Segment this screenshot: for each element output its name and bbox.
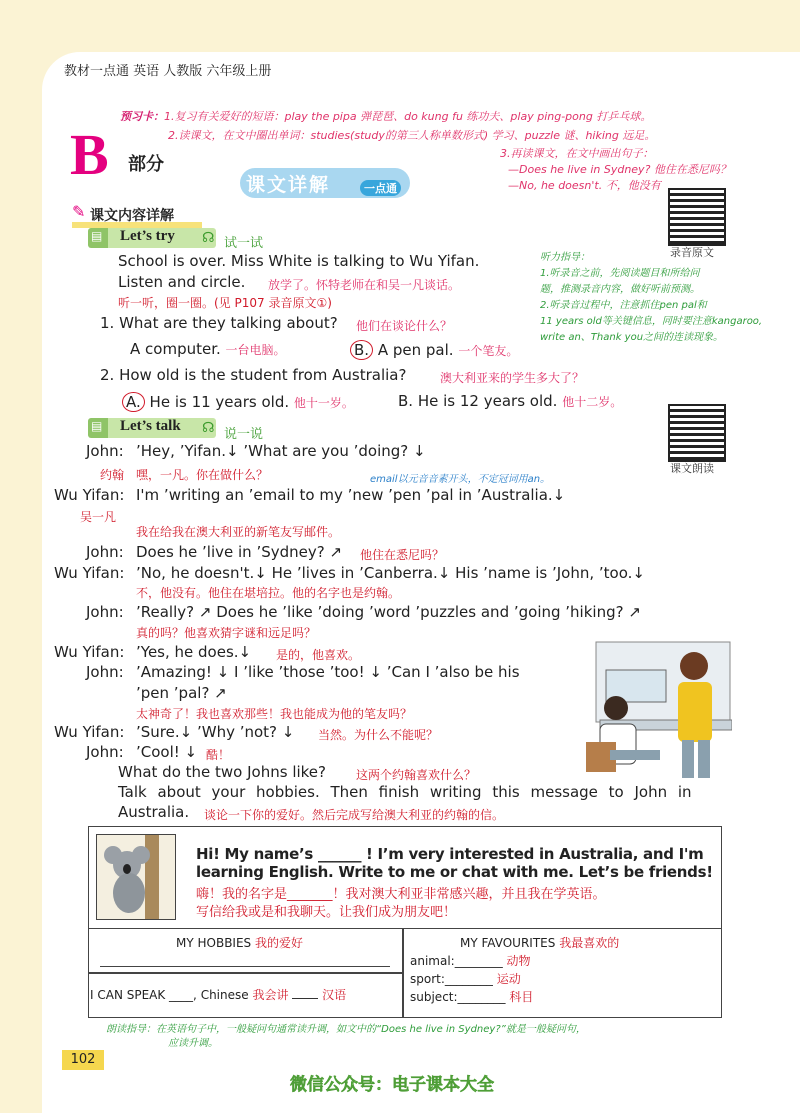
page-header: 教材一点通 英语 人教版 六年级上册: [64, 64, 272, 79]
fav-subject: subject:________ 科目: [410, 990, 534, 1004]
answer-circle: A.: [122, 392, 145, 412]
banner-title: 课文详解: [246, 174, 331, 196]
banner-sub: 一点通: [360, 180, 401, 196]
q1-option-b: B. A pen pal. 一个笔友。: [350, 340, 518, 360]
speaker-john-cn: 约翰: [100, 468, 125, 482]
dialogue-line-cn: 他住在悉尼吗？: [360, 548, 445, 562]
dialogue-line: Does he ’live in ’Sydney? ↗: [136, 543, 343, 561]
preview-line4: —Does he live in Sydney? 他住在悉尼吗？: [508, 163, 731, 176]
part-label: 部分: [128, 154, 164, 175]
speaker-wuyifan-cn: 吴一凡: [80, 510, 117, 524]
qr-code-reading[interactable]: [668, 404, 726, 462]
lets-try-cn: 试一试: [224, 236, 264, 251]
discussion-question: What do the two Johns like?: [118, 763, 327, 781]
page-number: 102: [62, 1050, 104, 1070]
dialogue-line-cn: 不，他没有。他住在堪培拉。他的名字也是约翰。: [136, 586, 401, 600]
message-cn2: 写信给我或是和我聊天。让我们成为朋友吧！: [196, 905, 457, 920]
headphone-icon: ☊: [202, 230, 215, 246]
section-title: 课文内容详解: [90, 208, 174, 224]
dialogue-line-cn: 嘿，一凡。你在做什么？: [136, 468, 269, 482]
book-icon: ▤: [91, 229, 103, 243]
speaker-john: John:: [86, 543, 124, 561]
speaker-wuyifan: Wu Yifan:: [54, 564, 125, 582]
q2-option-a: A. He is 11 years old. 他十一岁。: [122, 392, 354, 412]
discussion-question-cn: 这两个约翰喜欢什么？: [356, 768, 477, 782]
book-icon: ▤: [91, 419, 103, 433]
listen-note-line: 2.听录音过程中，注意抓住pen pal和: [540, 300, 707, 311]
try-line2: Listen and circle.: [118, 273, 246, 291]
koala-picture: [96, 834, 176, 920]
reading-note-line2: 应读升调。: [168, 1038, 218, 1049]
q1-option-a: A computer. 一台电脑。: [130, 340, 286, 358]
dialogue-line: ’Sure.↓ ’Why ’not? ↓: [136, 723, 295, 741]
qr-caption-reading: 课文朗读: [670, 462, 714, 475]
speaker-john: John:: [86, 663, 124, 681]
listen-note-title: 听力指导：: [540, 252, 590, 263]
speaker-john: John:: [86, 743, 124, 761]
dialogue-line-cn: 是的，他喜欢。: [276, 648, 361, 662]
watermark: 微信公众号：电子课本大全: [290, 1075, 494, 1095]
hobbies-heading: MY HOBBIES 我的爱好: [176, 936, 304, 950]
dialogue-line: ’pen ’pal? ↗: [136, 684, 227, 702]
listen-note-line: write an、Thank you之间的连读现象。: [540, 332, 724, 343]
listen-note-line: 11 years old等关键信息，同时要注意kangaroo,: [540, 316, 763, 327]
question-1-cn: 他们在谈论什么？: [356, 319, 453, 333]
dialogue-line: ’Really? ↗ Does he ’like ’doing ’word ’puzzles and ’going ’hiking? ↗: [136, 603, 641, 621]
dialogue-line-cn: 真的吗？他喜欢猜字谜和远足吗？: [136, 626, 317, 640]
question-2-cn: 澳大利亚来的学生多大了？: [440, 371, 585, 385]
try-line1: School is over. Miss White is talking to Wu Yifan.: [118, 252, 480, 270]
dialogue-line: ’No, he doesn't.↓ He ’lives in ’Canberra.↓ His ’name is ’John, ’too.↓: [136, 564, 645, 582]
qr-code-audio[interactable]: [668, 188, 726, 246]
dialogue-line-cn: 当然。为什么不能呢？: [318, 728, 439, 742]
try-line3: 听一听，圈一圈。(见 P107 录音原文①): [118, 296, 332, 310]
dialogue-line-cn: 太神奇了！我也喜欢那些！我也能成为他的笔友吗？: [136, 707, 413, 721]
dialogue-line: ’Yes, he does.↓: [136, 643, 252, 661]
speaker-wuyifan: Wu Yifan:: [54, 486, 125, 504]
koala-icon: [97, 835, 175, 919]
speaker-wuyifan: Wu Yifan:: [54, 723, 125, 741]
preview-line3: 3.再读课文，在文中画出句子：: [500, 147, 654, 160]
dialogue-line: I'm ’writing an ’email to my ’new ’pen ’pal in ’Australia.↓: [136, 486, 566, 504]
preview-line2: 2.读课文，在文中圈出单词：studies(study的第三人称单数形式) 学习、puzzle 谜、hiking 远足。: [168, 129, 656, 142]
illustration-two-boys-computer: [566, 632, 732, 782]
dialogue-line: ’Amazing! ↓ I ’like ’those ’too! ↓ ’Can I ’also be his: [136, 663, 520, 681]
speaker-john: John:: [86, 442, 124, 460]
speaker-wuyifan: Wu Yifan:: [54, 643, 125, 661]
favourites-heading: MY FAVOURITES 我最喜欢的: [460, 936, 620, 950]
preview-line5: —No, he doesn't. 不，他没有: [508, 179, 661, 192]
dialogue-line-cn: 我在给我在澳大利亚的新笔友写邮件。: [136, 525, 341, 539]
lets-talk-label: Let’s talk: [120, 418, 181, 434]
hobbies-answer-line[interactable]: [100, 966, 390, 967]
qr-caption-audio: 录音原文: [670, 246, 714, 259]
question-2: 2. How old is the student from Australia?: [100, 366, 407, 384]
try-line2-cn: 放学了。怀特老师在和吴一凡谈话。: [268, 278, 461, 292]
message-line2: learning English. Write to me or chat with me. Let’s be friends!: [196, 863, 713, 881]
speaker-john: John:: [86, 603, 124, 621]
preview-line1: 预习卡：1.复习有关爱好的短语：play the pipa 弹琵琶、do kung fu 练功夫、play ping-pong 打乒乓球。: [120, 110, 652, 123]
part-letter: B: [70, 122, 109, 187]
grammar-note: email以元音音素开头，不定冠词用an。: [370, 474, 551, 485]
message-line1: Hi! My name’s ______ ! I’m very interested in Australia, and I'm: [196, 845, 704, 863]
message-cn1: 嗨！我的名字是_______！我对澳大利亚非常感兴趣，并且我在学英语。: [196, 887, 606, 902]
q2-option-b: B. He is 12 years old. 他十二岁。: [398, 392, 623, 410]
lets-try-label: Let’s try: [120, 228, 175, 244]
lets-talk-cn: 说一说: [224, 427, 264, 442]
dialogue-line-cn: 酷！: [206, 748, 231, 762]
question-1: 1. What are they talking about?: [100, 314, 338, 332]
task-line1: Talk about your hobbies. Then finish writing this message to John in: [118, 783, 692, 801]
reading-note-line1: 朗读指导：在英语句子中，一般疑问句通常读升调，如文中的“Does he live in Sydney?”就是一般疑问句，: [106, 1024, 586, 1035]
dialogue-line: ’Hey, ’Yifan.↓ ’What are you ’doing? ↓: [136, 442, 426, 460]
headphone-icon: ☊: [202, 420, 215, 436]
speak-text: I CAN SPEAK ____, Chinese 我会讲 汉语: [90, 988, 347, 1002]
listen-note-line: 1.听录音之前，先阅读题目和所给问: [540, 268, 700, 279]
fav-sport: sport:________ 运动: [410, 972, 521, 986]
answer-circle: B.: [350, 340, 373, 360]
pencil-icon: ✎: [72, 202, 86, 221]
listen-note-line: 题，推测录音内容，做好听前预测。: [540, 284, 700, 295]
fav-animal: animal:________ 动物: [410, 954, 531, 968]
task-line2-cn: 谈论一下你的爱好。然后完成写给澳大利亚的约翰的信。: [204, 808, 505, 822]
task-line2: Australia.: [118, 803, 190, 821]
dialogue-line: ’Cool! ↓: [136, 743, 198, 761]
